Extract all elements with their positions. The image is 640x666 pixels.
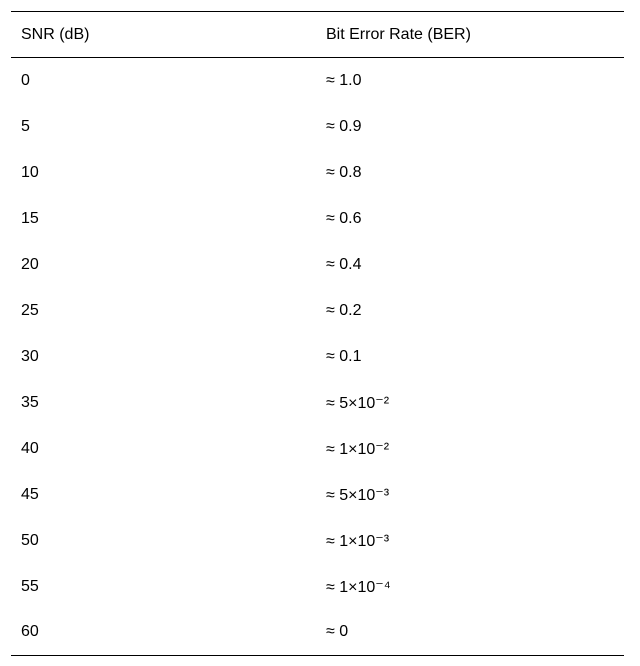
table-row [11, 380, 624, 426]
column-header-ber: Bit Error Rate (BER) [326, 25, 471, 43]
table-row [11, 564, 624, 610]
snr-cell: 40 [21, 439, 39, 457]
snr-cell: 20 [21, 255, 39, 273]
table-row [11, 104, 624, 150]
ber-cell: ≈ 1×10⁻³ [326, 532, 390, 550]
table-row [11, 58, 624, 104]
snr-cell: 60 [21, 623, 39, 641]
ber-cell: ≈ 5×10⁻² [326, 394, 390, 412]
snr-cell: 35 [21, 393, 39, 411]
snr-cell: 15 [21, 209, 39, 227]
ber-cell: ≈ 0.4 [326, 255, 362, 273]
ber-cell: ≈ 1.0 [326, 71, 362, 89]
table-row [11, 196, 624, 242]
table-body [11, 58, 624, 656]
ber-cell: ≈ 0.1 [326, 347, 362, 365]
snr-cell: 0 [21, 71, 30, 89]
snr-cell: 55 [21, 577, 39, 595]
ber-cell: ≈ 1×10⁻⁴ [326, 578, 391, 596]
snr-cell: 10 [21, 163, 39, 181]
ber-table-container [11, 11, 624, 656]
header-row [11, 12, 624, 58]
snr-cell: 25 [21, 301, 39, 319]
snr-cell: 5 [21, 117, 30, 135]
snr-cell: 45 [21, 485, 39, 503]
snr-ber-table [11, 11, 624, 656]
ber-cell: ≈ 0.9 [326, 117, 362, 135]
ber-cell: ≈ 0 [326, 623, 349, 641]
table-row [11, 334, 624, 380]
ber-cell: ≈ 0.6 [326, 209, 362, 227]
table-row [11, 518, 624, 564]
ber-cell: ≈ 0.2 [326, 301, 362, 319]
ber-cell: ≈ 0.8 [326, 163, 362, 181]
table-row [11, 610, 624, 656]
ber-cell: ≈ 1×10⁻² [326, 440, 390, 458]
snr-cell: 50 [21, 531, 39, 549]
table-row [11, 426, 624, 472]
table-header [11, 12, 624, 58]
table-row [11, 150, 624, 196]
table-row [11, 472, 624, 518]
table-row [11, 288, 624, 334]
snr-cell: 30 [21, 347, 39, 365]
column-header-snr: SNR (dB) [21, 25, 90, 43]
table-row [11, 242, 624, 288]
ber-cell: ≈ 5×10⁻³ [326, 486, 390, 504]
